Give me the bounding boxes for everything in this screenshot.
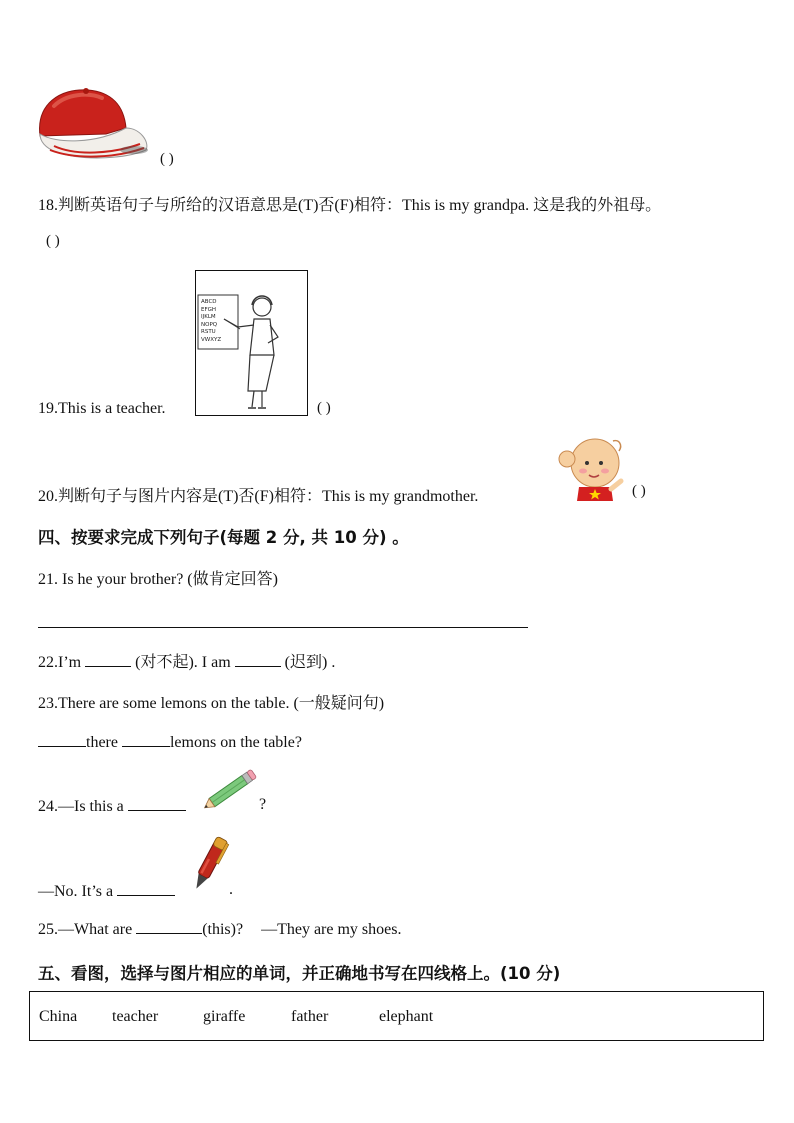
- q18-text: 判断英语句子与所给的汉语意思是(T)否(F)相符：This is my grandpa. 这是我的外祖母。: [58, 197, 662, 214]
- board-line: VWXYZ: [201, 336, 222, 343]
- board-line: ABCD: [201, 299, 217, 305]
- q20-number: 20.: [38, 488, 58, 505]
- q24-question: [38, 796, 186, 816]
- teacher-picture: [195, 270, 308, 416]
- q22-question: [38, 649, 335, 672]
- q19-question: [38, 400, 166, 418]
- q17-answer-paren[interactable]: ( ): [160, 151, 174, 167]
- q22-blank-1[interactable]: [85, 652, 131, 667]
- child-picture: [557, 433, 629, 503]
- q24-reply: [38, 881, 175, 901]
- q22-part2: (对不起). I am: [135, 654, 231, 671]
- q20-answer-paren[interactable]: ( ): [632, 483, 646, 499]
- q25-number: 25.: [38, 921, 58, 938]
- word-bank-box: [29, 991, 764, 1041]
- word-bank-item: father: [291, 1008, 329, 1025]
- pen-picture: [188, 830, 232, 896]
- q24-reply-part1: —No. It’s a: [38, 883, 114, 900]
- q25-part1: —What are: [58, 921, 133, 938]
- word-bank-item: giraffe: [203, 1008, 246, 1025]
- q23-blank-1[interactable]: [38, 732, 86, 747]
- board-line: RSTU: [201, 329, 216, 336]
- section4-title: 四、按要求完成下列句子(每题 2 分, 共 10 分) 。: [38, 528, 409, 547]
- q25-part2: (this)?: [202, 921, 244, 938]
- q23-number: 23.: [38, 695, 58, 712]
- q22-part3: (迟到) .: [284, 654, 336, 671]
- q23-line2-part1: there: [86, 734, 118, 751]
- q18-number: 18.: [38, 197, 58, 214]
- board-line: IJKLM: [201, 314, 216, 321]
- board-line: EFGH: [201, 306, 217, 313]
- q18-answer-paren[interactable]: ( ): [46, 233, 60, 249]
- q19-number: 19.: [38, 400, 58, 417]
- word-bank-item: teacher: [112, 1008, 159, 1025]
- q19-text: This is a teacher.: [58, 400, 166, 417]
- q23-line2-part2: lemons on the table?: [169, 734, 302, 751]
- q25-part3: —They are my shoes.: [261, 921, 402, 938]
- q24-blank-1[interactable]: [128, 796, 186, 811]
- q21-number: 21.: [38, 571, 58, 588]
- alphabet-board: [201, 299, 221, 345]
- q22-blank-2[interactable]: [235, 652, 281, 667]
- q24-reply-period: .: [229, 881, 233, 898]
- q21-question: [38, 566, 278, 589]
- q20-text: 判断句子与图片内容是(T)否(F)相符：This is my grandmother.: [58, 488, 479, 505]
- pencil-picture: [198, 768, 262, 812]
- word-bank-item: China: [39, 1008, 78, 1025]
- q24-blank-2[interactable]: [117, 881, 175, 896]
- q23-question: [38, 690, 384, 713]
- board-line: NOPQ: [201, 321, 218, 328]
- q22-part1: I’m: [58, 654, 82, 671]
- q23-text: There are some lemons on the table. (一般疑问句): [58, 695, 385, 712]
- q21-answer-line[interactable]: [38, 627, 528, 628]
- q22-number: 22.: [38, 654, 58, 671]
- q23-blank-2[interactable]: [122, 732, 170, 747]
- section5-title: 五、看图，选择与图片相应的单词，并正确地书写在四线格上。(10 分): [38, 964, 561, 983]
- q25-question: [38, 919, 401, 939]
- q19-answer-paren[interactable]: ( ): [317, 400, 331, 416]
- q24-part1: —Is this a: [58, 798, 124, 815]
- q20-question: [38, 483, 478, 506]
- q21-text: Is he your brother? (做肯定回答): [58, 571, 278, 588]
- q24-number: 24.: [38, 798, 58, 815]
- q18-question: [38, 192, 661, 215]
- q24-question-mark: ?: [259, 796, 267, 813]
- word-bank-item: elephant: [379, 1008, 434, 1025]
- q23-answer-row: [38, 732, 302, 752]
- cap-picture: [36, 84, 152, 164]
- q25-blank[interactable]: [136, 919, 202, 934]
